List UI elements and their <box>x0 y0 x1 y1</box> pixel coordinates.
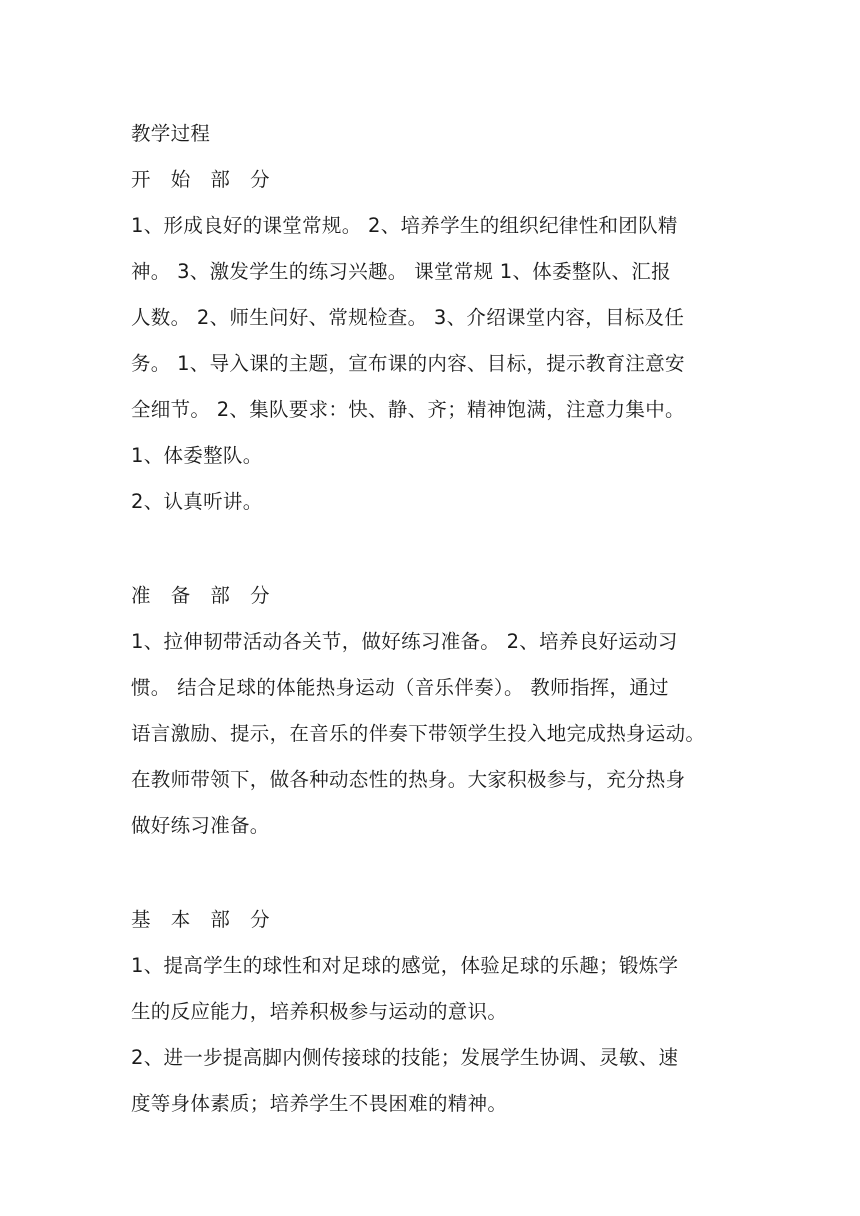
section-heading-row <box>131 157 731 203</box>
paragraph-line <box>131 943 731 989</box>
blank-line <box>131 849 731 897</box>
text-line: 做好练习准备。 <box>131 814 270 837</box>
paragraph-line <box>131 757 731 803</box>
paragraph-line <box>131 387 731 433</box>
section-heading-basic: 基 本 部 分 <box>131 908 277 931</box>
text-line: 1、提高学生的球性和对足球的感觉，体验足球的乐趣；锻炼学 <box>131 954 679 977</box>
paragraph-line <box>131 1035 731 1081</box>
text-line: 1、拉伸韧带活动各关节，做好练习准备。 2、培养良好运动习 <box>131 630 678 653</box>
text-line: 1、体委整队。 <box>131 444 263 467</box>
doc-title-row <box>131 111 731 157</box>
text-line: 2、认真听讲。 <box>131 490 263 513</box>
text-line: 务。 1、导入课的主题，宣布课的内容、目标，提示教育注意安 <box>131 352 685 375</box>
text-line: 1、形成良好的课堂常规。 2、培养学生的组织纪律性和团队精 <box>131 214 678 237</box>
doc-title: 教学过程 <box>131 122 211 145</box>
paragraph-line <box>131 989 731 1035</box>
section-heading-row <box>131 897 731 943</box>
paragraph-line <box>131 1081 731 1127</box>
text-line: 生的反应能力，培养积极参与运动的意识。 <box>131 1000 508 1023</box>
section-heading-start: 开 始 部 分 <box>131 168 277 191</box>
text-line: 2、进一步提高脚内侧传接球的技能；发展学生协调、灵敏、速 <box>131 1046 679 1069</box>
text-line: 人数。 2、师生问好、常规检查。 3、介绍课堂内容，目标及任 <box>131 306 685 329</box>
paragraph-line <box>131 479 731 525</box>
section-heading-prepare: 准 备 部 分 <box>131 584 277 607</box>
section-heading-row <box>131 573 731 619</box>
paragraph-line <box>131 433 731 479</box>
text-line: 语言激励、提示，在音乐的伴奏下带领学生投入地完成热身运动。 <box>131 722 706 745</box>
paragraph-line <box>131 295 731 341</box>
blank-line <box>131 525 731 573</box>
text-line: 全细节。 2、集队要求：快、静、齐；精神饱满，注意力集中。 <box>131 398 685 421</box>
paragraph-line <box>131 249 731 295</box>
paragraph-line <box>131 341 731 387</box>
paragraph-line <box>131 711 731 757</box>
text-line: 惯。 结合足球的体能热身运动（音乐伴奏）。 教师指挥，通过 <box>131 676 669 699</box>
paragraph-line <box>131 803 731 849</box>
text-line: 在教师带领下，做各种动态性的热身。大家积极参与，充分热身 <box>131 768 686 791</box>
text-line: 度等身体素质；培养学生不畏困难的精神。 <box>131 1092 508 1115</box>
paragraph-line <box>131 619 731 665</box>
document-body <box>131 111 731 1127</box>
paragraph-line <box>131 203 731 249</box>
text-line: 神。 3、激发学生的练习兴趣。 课堂常规 1、体委整队、汇报 <box>131 260 671 283</box>
paragraph-line <box>131 665 731 711</box>
